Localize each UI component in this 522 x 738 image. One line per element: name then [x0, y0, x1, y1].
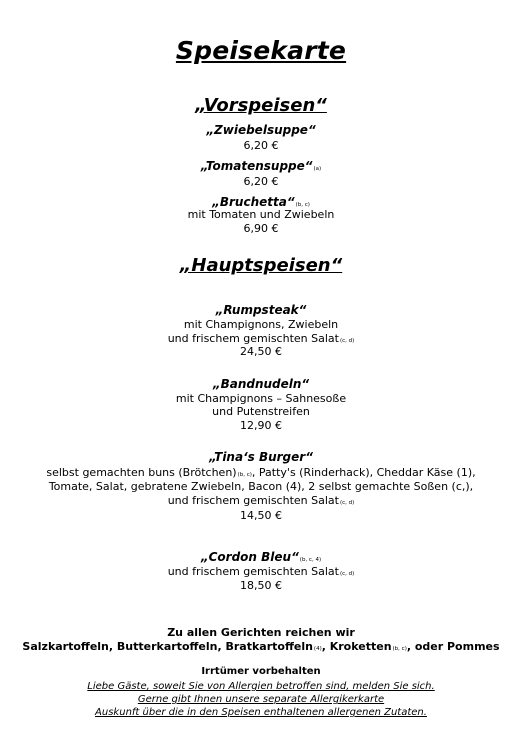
dish-name-zwiebelsuppe: „Zwiebelsuppe“	[206, 123, 316, 137]
dish-name-rumpsteak: „Rumpsteak“	[215, 303, 307, 317]
allergen-tag: (c, d)	[339, 338, 355, 344]
allergen-tag: (c, d)	[339, 571, 355, 577]
dish-desc-bruchetta: mit Tomaten und Zwiebeln	[187, 208, 335, 221]
allergy-note-1: Liebe Gäste, soweit Sie von Allergien betroffen sind, melden Sie sich.	[87, 681, 435, 692]
dish-name-burger: „Tina‘s Burger“	[209, 450, 313, 464]
dish-price-cordon-bleu: 18,50 €	[240, 579, 282, 592]
dish-price-tomatensuppe: 6,20 €	[243, 175, 279, 188]
dish-desc-bandnudeln-1: mit Champignons – Sahnesoße	[175, 392, 347, 405]
dish-desc-cordon-bleu: und frischem gemischten Salat(c, d)	[167, 565, 355, 578]
disclaimer-heading: Irrtümer vorbehalten	[201, 666, 321, 677]
sides-intro: Zu allen Gerichten reichen wir	[167, 626, 355, 639]
allergen-tag: (b, c)	[295, 202, 310, 208]
allergen-tag: (a)	[313, 166, 322, 172]
dish-name-bruchetta: „Bruchetta“(b, c)	[212, 195, 310, 209]
allergy-note-2: Gerne gibt Ihnen unsere separate Allergikerkarte	[137, 694, 385, 705]
dish-price-burger: 14,50 €	[240, 509, 282, 522]
dish-desc-burger-3: und frischem gemischten Salat(c, d)	[167, 494, 355, 507]
dish-name-bandnudeln: „Bandnudeln“	[212, 377, 310, 391]
section-heading-hauptspeisen: „Hauptspeisen“	[179, 255, 343, 276]
dish-price-zwiebelsuppe: 6,20 €	[243, 139, 279, 152]
allergy-note-3: Auskunft über die in den Speisen enthaltenen allergenen Zutaten.	[95, 707, 427, 718]
allergen-tag: (b, c, 4)	[299, 557, 322, 563]
dish-name-cordon-bleu: „Cordon Bleu“(b, c, 4)	[200, 550, 322, 564]
allergen-tag: (b, c)	[392, 646, 407, 652]
dish-price-bandnudeln: 12,90 €	[240, 419, 282, 432]
dish-name-tomatensuppe: „Tomatensuppe“(a)	[200, 159, 322, 173]
dish-desc-rumpsteak-1: mit Champignons, Zwiebeln	[183, 318, 339, 331]
allergen-tag: (b, c)	[237, 472, 252, 478]
page-title: Speisekarte	[175, 36, 347, 65]
allergen-tag: (4)	[313, 646, 322, 652]
section-heading-vorspeisen: „Vorspeisen“	[195, 95, 327, 116]
dish-desc-burger-2: Tomate, Salat, gebratene Zwiebeln, Bacon (4), 2 selbst gemachte Soßen (c,),	[48, 480, 474, 493]
dish-desc-bandnudeln-2: und Putenstreifen	[212, 405, 310, 418]
dish-desc-burger-1: selbst gemachten buns (Brötchen)(b, c), Patty's (Rinderhack), Cheddar Käse (1),	[46, 466, 476, 479]
dish-desc-rumpsteak-2: und frischem gemischten Salat(c, d)	[167, 332, 355, 345]
sides-list: Salzkartoffeln, Butterkartoffeln, Bratkartoffeln(4), Kroketten(b, c), oder Pommes	[22, 640, 500, 653]
allergen-tag: (c, d)	[339, 500, 355, 506]
dish-price-rumpsteak: 24,50 €	[240, 345, 282, 358]
dish-price-bruchetta: 6,90 €	[243, 222, 279, 235]
